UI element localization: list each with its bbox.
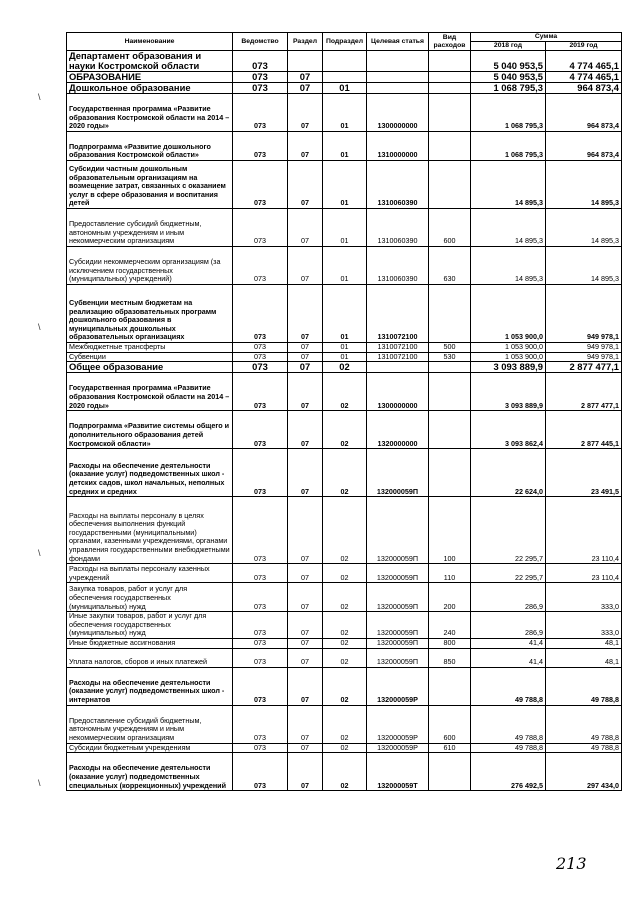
table-row — [67, 667, 622, 705]
margin-tick-mark: \ — [38, 92, 41, 102]
row-name: Иные бюджетные ассигнования — [67, 638, 233, 648]
row-name: Расходы на обеспечение деятельности (оказание услуг) подведомственных школ - детских садов, школ начальных, неполных средних и средних — [67, 449, 233, 497]
header-vid-raskhodov: Вид расходов — [429, 33, 471, 51]
row-vedomstvo: 073 — [233, 51, 288, 72]
table-row — [67, 753, 622, 791]
row-razdel: 07 — [288, 449, 323, 497]
row-podrazdel: 01 — [323, 132, 367, 161]
row-name: Департамент образования и науки Костромской области — [67, 51, 233, 72]
row-vedomstvo: 073 — [233, 83, 288, 94]
row-tselevaya-statya — [367, 72, 429, 83]
row-podrazdel: 01 — [323, 352, 367, 362]
row-tselevaya-statya: 1310072100 — [367, 352, 429, 362]
header-vedomstvo: Ведомство — [233, 33, 288, 51]
row-razdel: 07 — [288, 564, 323, 583]
header-year-2019: 2019 год — [546, 42, 622, 51]
row-podrazdel: 02 — [323, 743, 367, 753]
row-name: Подпрограмма «Развитие системы общего и дополнительного образования детей Костромской области» — [67, 411, 233, 449]
row-vid-raskhodov — [429, 411, 471, 449]
row-sum-2019: 14 895,3 — [546, 161, 622, 209]
table-row — [67, 352, 622, 362]
row-vid-raskhodov — [429, 362, 471, 373]
row-razdel: 07 — [288, 247, 323, 285]
row-razdel: 07 — [288, 743, 323, 753]
row-name: Расходы на выплаты персоналу в целях обеспечения выполнения функций государственными (муниципальными) органами, казенными учреждениями, органами управления государственными внебюджетными фондами — [67, 497, 233, 564]
row-vedomstvo: 073 — [233, 285, 288, 343]
row-tselevaya-statya: 132000059Р — [367, 743, 429, 753]
row-name: Расходы на выплаты персоналу казенных учреждений — [67, 564, 233, 583]
row-sum-2018: 1 053 900,0 — [471, 343, 546, 353]
row-vedomstvo: 073 — [233, 343, 288, 353]
row-name: Государственная программа «Развитие образования Костромской области на 2014 – 2020 годы» — [67, 94, 233, 132]
row-sum-2019: 297 434,0 — [546, 753, 622, 791]
row-tselevaya-statya: 132000059П — [367, 449, 429, 497]
row-vedomstvo: 073 — [233, 362, 288, 373]
row-vid-raskhodov: 850 — [429, 648, 471, 667]
row-sum-2018: 1 068 795,3 — [471, 94, 546, 132]
row-sum-2019: 949 978,1 — [546, 343, 622, 353]
row-razdel: 07 — [288, 83, 323, 94]
table-row — [67, 285, 622, 343]
row-sum-2019: 48,1 — [546, 648, 622, 667]
row-sum-2018: 1 053 900,0 — [471, 352, 546, 362]
row-sum-2019: 949 978,1 — [546, 285, 622, 343]
budget-table — [66, 32, 622, 791]
row-name: Предоставление субсидий бюджетным, автономным учреждениям и иным некоммерческим организациям — [67, 705, 233, 743]
table-row — [67, 743, 622, 753]
row-razdel: 07 — [288, 285, 323, 343]
table-row — [67, 564, 622, 583]
header-year-2018: 2018 год — [471, 42, 546, 51]
row-vid-raskhodov: 630 — [429, 247, 471, 285]
row-vid-raskhodov: 110 — [429, 564, 471, 583]
row-podrazdel: 02 — [323, 373, 367, 411]
row-podrazdel — [323, 72, 367, 83]
row-podrazdel: 01 — [323, 94, 367, 132]
row-razdel: 07 — [288, 411, 323, 449]
row-razdel: 07 — [288, 583, 323, 612]
row-podrazdel: 02 — [323, 667, 367, 705]
row-podrazdel: 01 — [323, 247, 367, 285]
row-sum-2019: 2 877 445,1 — [546, 411, 622, 449]
row-name: Иные закупки товаров, работ и услуг для обеспечения государственных (муниципальных) нужд — [67, 612, 233, 639]
row-name: Предоставление субсидий бюджетным, автономным учреждениям и иным некоммерческим организациям — [67, 209, 233, 247]
row-sum-2019: 964 873,4 — [546, 83, 622, 94]
row-sum-2018: 14 895,3 — [471, 209, 546, 247]
row-vid-raskhodov — [429, 132, 471, 161]
row-tselevaya-statya: 132000059П — [367, 583, 429, 612]
margin-tick-mark: \ — [38, 778, 41, 788]
row-razdel: 07 — [288, 362, 323, 373]
row-tselevaya-statya: 1310060390 — [367, 161, 429, 209]
row-razdel: 07 — [288, 612, 323, 639]
table-row — [67, 247, 622, 285]
row-podrazdel — [323, 51, 367, 72]
row-vedomstvo: 073 — [233, 72, 288, 83]
row-tselevaya-statya: 132000059Т — [367, 753, 429, 791]
table-row — [67, 449, 622, 497]
row-sum-2018: 49 788,8 — [471, 667, 546, 705]
row-vid-raskhodov — [429, 373, 471, 411]
row-name: Подпрограмма «Развитие дошкольного образования Костромской области» — [67, 132, 233, 161]
row-vid-raskhodov — [429, 83, 471, 94]
handwritten-page-number: 213 — [556, 854, 587, 873]
row-vedomstvo: 073 — [233, 648, 288, 667]
table-body — [67, 51, 622, 791]
row-name: Субсидии бюджетным учреждениям — [67, 743, 233, 753]
row-sum-2018: 14 895,3 — [471, 247, 546, 285]
row-podrazdel: 02 — [323, 564, 367, 583]
row-vid-raskhodov — [429, 285, 471, 343]
header-razdel: Раздел — [288, 33, 323, 51]
row-name: Закупка товаров, работ и услуг для обеспечения государственных (муниципальных) нужд — [67, 583, 233, 612]
row-name: Государственная программа «Развитие образования Костромской области на 2014 – 2020 годы» — [67, 373, 233, 411]
row-vedomstvo: 073 — [233, 667, 288, 705]
row-sum-2019: 4 774 465,1 — [546, 51, 622, 72]
row-name: Субсидии частным дошкольным образовательным организациям на возмещение затрат, связанных с оказанием услуг в сфере образования и воспитания детей — [67, 161, 233, 209]
row-podrazdel: 02 — [323, 497, 367, 564]
row-sum-2018: 286,9 — [471, 583, 546, 612]
row-razdel: 07 — [288, 497, 323, 564]
table-row — [67, 94, 622, 132]
table-row — [67, 648, 622, 667]
row-vid-raskhodov — [429, 753, 471, 791]
table-row — [67, 583, 622, 612]
row-vedomstvo: 073 — [233, 638, 288, 648]
row-tselevaya-statya: 1300000000 — [367, 373, 429, 411]
row-vid-raskhodov: 600 — [429, 209, 471, 247]
margin-tick-mark: \ — [38, 548, 41, 558]
row-sum-2019: 2 877 477,1 — [546, 373, 622, 411]
row-razdel: 07 — [288, 94, 323, 132]
header-name: Наименование — [67, 33, 233, 51]
row-vedomstvo: 073 — [233, 161, 288, 209]
row-sum-2019: 964 873,4 — [546, 94, 622, 132]
row-vedomstvo: 073 — [233, 132, 288, 161]
row-razdel: 07 — [288, 343, 323, 353]
row-tselevaya-statya: 1310072100 — [367, 343, 429, 353]
row-sum-2018: 22 624,0 — [471, 449, 546, 497]
row-name: Субвенции — [67, 352, 233, 362]
row-podrazdel: 01 — [323, 161, 367, 209]
row-vid-raskhodov — [429, 667, 471, 705]
row-tselevaya-statya: 1310000000 — [367, 132, 429, 161]
row-tselevaya-statya — [367, 362, 429, 373]
row-sum-2018: 49 788,8 — [471, 705, 546, 743]
table-row — [67, 209, 622, 247]
row-podrazdel: 02 — [323, 583, 367, 612]
header-podrazdel: Подраздел — [323, 33, 367, 51]
row-sum-2019: 14 895,3 — [546, 209, 622, 247]
row-vedomstvo: 073 — [233, 705, 288, 743]
row-vid-raskhodov: 600 — [429, 705, 471, 743]
row-sum-2019: 964 873,4 — [546, 132, 622, 161]
row-tselevaya-statya: 132000059П — [367, 612, 429, 639]
table-row — [67, 51, 622, 72]
row-sum-2019: 4 774 465,1 — [546, 72, 622, 83]
row-name: Субсидии некоммерческим организациям (за исключением государственных (муниципальных) учреждений) — [67, 247, 233, 285]
row-tselevaya-statya: 1310060390 — [367, 247, 429, 285]
row-vedomstvo: 073 — [233, 564, 288, 583]
row-sum-2018: 41,4 — [471, 638, 546, 648]
row-vid-raskhodov: 240 — [429, 612, 471, 639]
row-vid-raskhodov: 200 — [429, 583, 471, 612]
row-razdel: 07 — [288, 705, 323, 743]
row-podrazdel: 02 — [323, 411, 367, 449]
row-tselevaya-statya: 1310060390 — [367, 209, 429, 247]
row-vedomstvo: 073 — [233, 94, 288, 132]
row-vid-raskhodov: 100 — [429, 497, 471, 564]
row-sum-2018: 5 040 953,5 — [471, 72, 546, 83]
row-podrazdel: 01 — [323, 285, 367, 343]
row-razdel: 07 — [288, 753, 323, 791]
row-razdel: 07 — [288, 209, 323, 247]
table-row — [67, 497, 622, 564]
row-sum-2019: 949 978,1 — [546, 352, 622, 362]
row-vid-raskhodov: 800 — [429, 638, 471, 648]
row-sum-2018: 22 295,7 — [471, 564, 546, 583]
row-sum-2019: 49 788,8 — [546, 667, 622, 705]
row-podrazdel: 01 — [323, 209, 367, 247]
table-row — [67, 83, 622, 94]
row-sum-2018: 1 068 795,3 — [471, 132, 546, 161]
row-sum-2018: 5 040 953,5 — [471, 51, 546, 72]
row-tselevaya-statya: 1300000000 — [367, 94, 429, 132]
row-vid-raskhodov — [429, 51, 471, 72]
row-vedomstvo: 073 — [233, 373, 288, 411]
row-razdel: 07 — [288, 638, 323, 648]
row-sum-2019: 48,1 — [546, 638, 622, 648]
row-sum-2018: 3 093 889,9 — [471, 362, 546, 373]
row-name: Субвенции местным бюджетам на реализацию образовательных программ дошкольного образования в муниципальных дошкольных образовательных организациях — [67, 285, 233, 343]
row-vedomstvo: 073 — [233, 612, 288, 639]
row-tselevaya-statya: 1320000000 — [367, 411, 429, 449]
table-row — [67, 705, 622, 743]
header-tselevaya-statya: Целевая статья — [367, 33, 429, 51]
row-sum-2018: 41,4 — [471, 648, 546, 667]
row-podrazdel: 02 — [323, 449, 367, 497]
row-podrazdel: 01 — [323, 83, 367, 94]
row-razdel: 07 — [288, 72, 323, 83]
row-vid-raskhodov: 500 — [429, 343, 471, 353]
row-sum-2019: 333,0 — [546, 612, 622, 639]
row-sum-2018: 49 788,8 — [471, 743, 546, 753]
row-sum-2018: 276 492,5 — [471, 753, 546, 791]
row-vid-raskhodov — [429, 72, 471, 83]
row-name: Общее образование — [67, 362, 233, 373]
row-name: Уплата налогов, сборов и иных платежей — [67, 648, 233, 667]
table-row — [67, 161, 622, 209]
row-razdel: 07 — [288, 373, 323, 411]
row-podrazdel: 02 — [323, 648, 367, 667]
row-vedomstvo: 073 — [233, 497, 288, 564]
row-name: ОБРАЗОВАНИЕ — [67, 72, 233, 83]
table-row — [67, 132, 622, 161]
row-podrazdel: 01 — [323, 343, 367, 353]
table-row — [67, 343, 622, 353]
row-vedomstvo: 073 — [233, 743, 288, 753]
row-sum-2019: 49 788,8 — [546, 743, 622, 753]
row-sum-2018: 14 895,3 — [471, 161, 546, 209]
row-podrazdel: 02 — [323, 753, 367, 791]
row-podrazdel: 02 — [323, 705, 367, 743]
row-vedomstvo: 073 — [233, 449, 288, 497]
row-sum-2019: 333,0 — [546, 583, 622, 612]
row-razdel: 07 — [288, 352, 323, 362]
row-vedomstvo: 073 — [233, 583, 288, 612]
table-row — [67, 638, 622, 648]
row-vedomstvo: 073 — [233, 753, 288, 791]
row-sum-2018: 1 068 795,3 — [471, 83, 546, 94]
row-sum-2019: 2 877 477,1 — [546, 362, 622, 373]
row-vedomstvo: 073 — [233, 352, 288, 362]
row-razdel: 07 — [288, 648, 323, 667]
header-summa: Сумма — [471, 33, 622, 42]
row-podrazdel: 02 — [323, 638, 367, 648]
row-podrazdel: 02 — [323, 612, 367, 639]
row-sum-2019: 23 110,4 — [546, 564, 622, 583]
row-sum-2019: 14 895,3 — [546, 247, 622, 285]
row-tselevaya-statya: 132000059П — [367, 497, 429, 564]
margin-tick-mark: \ — [38, 322, 41, 332]
row-razdel: 07 — [288, 161, 323, 209]
row-tselevaya-statya: 132000059П — [367, 564, 429, 583]
row-sum-2018: 22 295,7 — [471, 497, 546, 564]
row-sum-2018: 286,9 — [471, 612, 546, 639]
row-vedomstvo: 073 — [233, 411, 288, 449]
row-tselevaya-statya: 1310072100 — [367, 285, 429, 343]
row-name: Расходы на обеспечение деятельности (оказание услуг) подведомственных специальных (коррекционных) учреждений — [67, 753, 233, 791]
row-vid-raskhodov — [429, 161, 471, 209]
row-tselevaya-statya: 132000059П — [367, 648, 429, 667]
row-sum-2018: 1 053 900,0 — [471, 285, 546, 343]
row-vid-raskhodov: 530 — [429, 352, 471, 362]
table-row — [67, 411, 622, 449]
row-tselevaya-statya: 132000059Р — [367, 667, 429, 705]
row-tselevaya-statya — [367, 83, 429, 94]
table-row — [67, 612, 622, 639]
row-podrazdel: 02 — [323, 362, 367, 373]
row-sum-2018: 3 093 889,9 — [471, 373, 546, 411]
row-vid-raskhodov — [429, 449, 471, 497]
row-vid-raskhodov — [429, 94, 471, 132]
row-tselevaya-statya: 132000059Р — [367, 705, 429, 743]
row-sum-2019: 23 491,5 — [546, 449, 622, 497]
row-name: Расходы на обеспечение деятельности (оказание услуг) подведомственных школ - интернатов — [67, 667, 233, 705]
table-row — [67, 72, 622, 83]
row-name: Межбюджетные трансферты — [67, 343, 233, 353]
row-razdel: 07 — [288, 667, 323, 705]
row-sum-2018: 3 093 862,4 — [471, 411, 546, 449]
row-tselevaya-statya — [367, 51, 429, 72]
row-vedomstvo: 073 — [233, 209, 288, 247]
row-name: Дошкольное образование — [67, 83, 233, 94]
row-razdel: 07 — [288, 132, 323, 161]
row-razdel — [288, 51, 323, 72]
row-sum-2019: 23 110,4 — [546, 497, 622, 564]
table-row — [67, 373, 622, 411]
row-vedomstvo: 073 — [233, 247, 288, 285]
row-vid-raskhodov: 610 — [429, 743, 471, 753]
row-sum-2019: 49 788,8 — [546, 705, 622, 743]
row-tselevaya-statya: 132000059П — [367, 638, 429, 648]
table-row — [67, 362, 622, 373]
